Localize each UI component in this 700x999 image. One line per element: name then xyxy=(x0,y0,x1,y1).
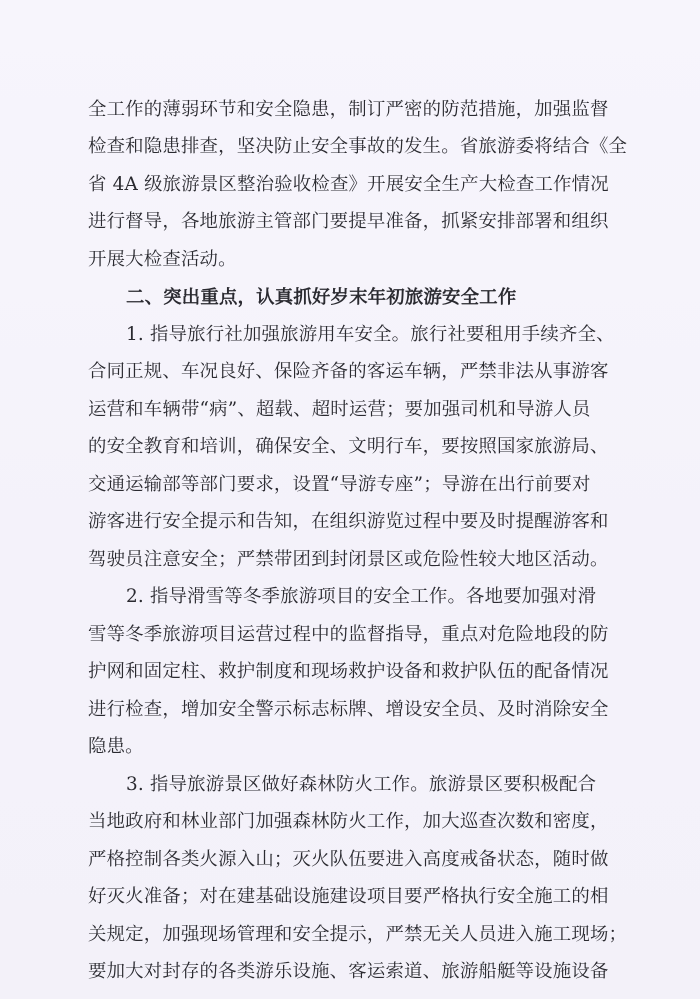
text-line: 雪等冬季旅游项目运营过程中的监督指导，重点对危险地段的防 xyxy=(88,624,609,645)
text-line: 省 4A 级旅游景区整治验收检查》开展安全生产大检查工作情况 xyxy=(88,174,609,195)
text-line: 隐患。 xyxy=(88,736,144,757)
text-line: 护网和固定柱、救护制度和现场救护设备和救护队伍的配备情况 xyxy=(88,661,609,682)
text-line: 游客进行安全提示和告知，在组织游览过程中要及时提醒游客和 xyxy=(88,511,609,532)
text-line: 严格控制各类火源入山；灭火队伍要进入高度戒备状态，随时做 xyxy=(88,849,609,870)
text-line: 好灭火准备；对在建基础设施建设项目要严格执行安全施工的相 xyxy=(88,886,609,907)
text-line: 关规定，加强现场管理和安全提示，严禁无关人员进入施工现场； xyxy=(88,924,628,945)
text-line: 1. 指导旅行社加强旅游用车安全。旅行社要租用手续齐全、 xyxy=(126,324,615,345)
text-line: 要加大对封存的各类游乐设施、客运索道、旅游船艇等设施设备 xyxy=(88,961,609,982)
text-line: 交通运输部等部门要求，设置“导游专座”；导游在出行前要对 xyxy=(88,474,591,495)
text-line: 3. 指导旅游景区做好森林防火工作。旅游景区要积极配合 xyxy=(126,774,597,795)
section-heading: 二、突出重点，认真抓好岁末年初旅游安全工作 xyxy=(126,287,517,308)
text-line: 进行督导，各地旅游主管部门要提早准备，抓紧安排部署和组织 xyxy=(88,211,609,232)
text-line: 进行检查，增加安全警示标志标牌、增设安全员、及时消除安全 xyxy=(88,699,609,720)
text-line: 全工作的薄弱环节和安全隐患，制订严密的防范措施，加强监督 xyxy=(88,99,609,120)
text-line: 合同正规、车况良好、保险齐备的客运车辆，严禁非法从事游客 xyxy=(88,361,609,382)
text-line: 2. 指导滑雪等冬季旅游项目的安全工作。各地要加强对滑 xyxy=(126,586,597,607)
text-line: 检查和隐患排查，坚决防止安全事故的发生。省旅游委将结合《全 xyxy=(88,136,628,157)
text-line: 的安全教育和培训，确保安全、文明行车，要按照国家旅游局、 xyxy=(88,436,609,457)
text-line: 开展大检查活动。 xyxy=(88,249,237,270)
text-line: 运营和车辆带“病”、超载、超时运营；要加强司机和导游人员 xyxy=(88,399,591,420)
text-line: 驾驶员注意安全；严禁带团到封闭景区或危险性较大地区活动。 xyxy=(88,549,609,570)
text-line: 当地政府和林业部门加强森林防火工作，加大巡查次数和密度， xyxy=(88,811,609,832)
